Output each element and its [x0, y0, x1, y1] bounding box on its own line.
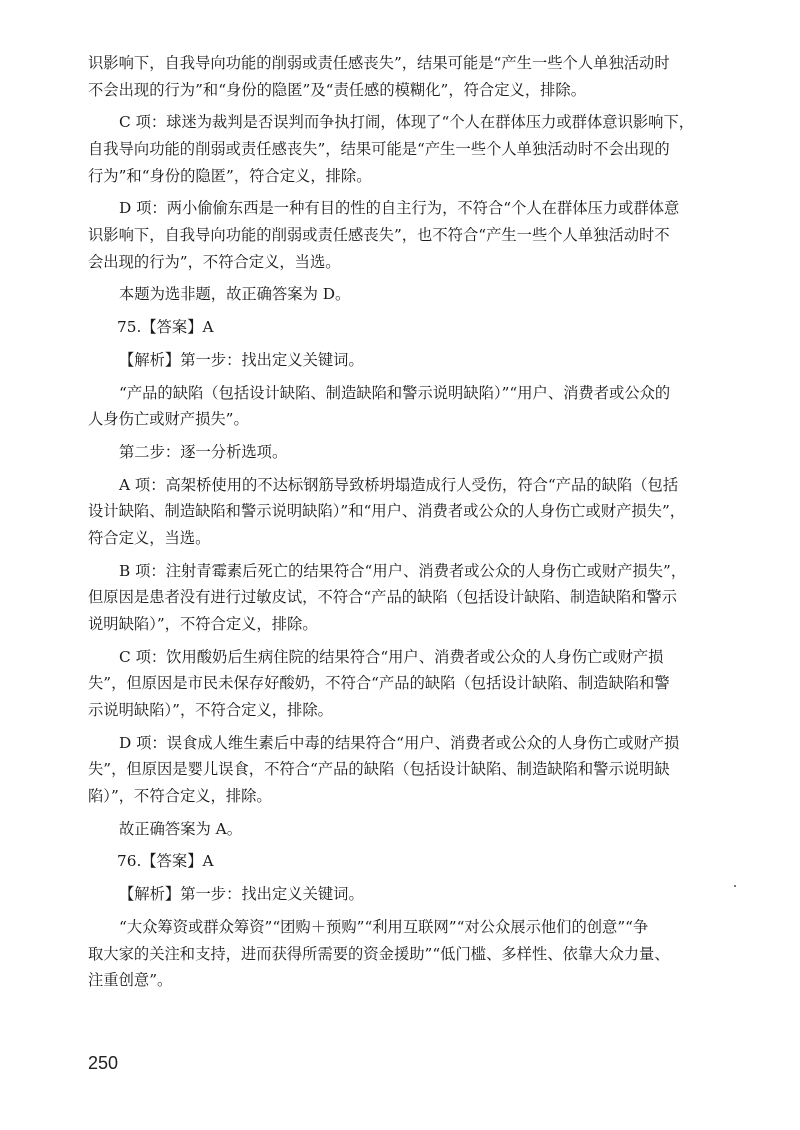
- text-line: 但原因是患者没有进行过敏皮试，不符合“产品的缺陷（包括设计缺陷、制造缺陷和警示: [88, 588, 678, 607]
- text-line: D 项：两小偷偷东西是一种有目的性的自主行为，不符合“个人在群体压力或群体意: [119, 199, 680, 218]
- text-line: 75.【答案】A: [117, 318, 214, 337]
- text-line: A 项：高架桥使用的不达标钢筋导致桥坍塌造成行人受伤，符合“产品的缺陷（包括: [119, 475, 679, 494]
- text-line: 失”，但原因是市民未保存好酸奶，不符合“产品的缺陷（包括设计缺陷、制造缺陷和警: [88, 674, 670, 693]
- text-line: 失”，但原因是婴儿误食，不符合“产品的缺陷（包括设计缺陷、制造缺陷和警示说明缺: [88, 760, 670, 779]
- text-line: C 项：球迷为裁判是否误判而争执打闹，体现了“个人在群体压力或群体意识影响下，: [119, 113, 695, 132]
- page-body-text: [88, 50, 718, 994]
- text-line: 76.【答案】A: [117, 852, 214, 871]
- text-line: “产品的缺陷（包括设计缺陷、制造缺陷和警示说明缺陷）”“用户、消费者或公众的: [119, 383, 671, 402]
- text-line: 第二步：逐一分析选项。: [119, 443, 288, 462]
- text-line: 符合定义，当选。: [88, 529, 211, 547]
- text-line: 会出现的行为”，不符合定义，当选。: [88, 252, 341, 271]
- text-line: “大众筹资或群众筹资”“团购＋预购”“利用互联网”“对公众展示他们的创意”“争: [119, 918, 649, 937]
- text-line: C 项：饮用酸奶后生病住院的结果符合“用户、消费者或公众的人身伤亡或财产损: [119, 647, 664, 666]
- text-line: 取大家的关注和支持，进而获得所需要的资金援助”“低门槛、多样性、依靠大众力量、: [88, 944, 670, 963]
- text-line: 人身伤亡或财产损失”。: [88, 410, 249, 429]
- text-line: 自我导向功能的削弱或责任感丧失”，结果可能是“产生一些个人单独活动时不会出现的: [88, 139, 670, 158]
- text-line: 设计缺陷、制造缺陷和警示说明缺陷）”和“用户、消费者或公众的人身伤亡或财产损失”，: [88, 502, 686, 521]
- text-line: D 项：误食成人维生素后中毒的结果符合“用户、消费者或公众的人身伤亡或财产损: [119, 733, 680, 752]
- text-line: 行为”和“身份的隐匿”，符合定义，排除。: [88, 166, 372, 185]
- text-line: 说明缺陷）”，不符合定义，排除。: [88, 614, 318, 633]
- text-line: B 项：注射青霉素后死亡的结果符合“用户、消费者或公众的人身伤亡或财产损失”，: [119, 561, 687, 580]
- text-line: 陷）”，不符合定义，排除。: [88, 786, 272, 805]
- page-number: 250: [88, 1053, 119, 1073]
- text-line: 【解析】第一步：找出定义关键词。: [119, 885, 364, 904]
- text-line: 故正确答案为 A。: [119, 819, 242, 838]
- text-line: 示说明缺陷）”，不符合定义，排除。: [88, 700, 333, 719]
- text-line: 本题为选非题，故正确答案为 D。: [119, 285, 351, 304]
- scan-speck: [734, 885, 736, 887]
- text-line: 注重创意”。: [88, 971, 173, 990]
- text-line: 识影响下，自我导向功能的削弱或责任感丧失”，也不符合“产生一些个人单独活动时不: [88, 225, 670, 244]
- text-line: 【解析】第一步：找出定义关键词。: [119, 350, 364, 369]
- text-line: 识影响下，自我导向功能的削弱或责任感丧失”，结果可能是“产生一些个人单独活动时: [88, 54, 670, 72]
- text-line: 不会出现的行为”和“身份的隐匿”及“责任感的模糊化”，符合定义，排除。: [88, 80, 587, 99]
